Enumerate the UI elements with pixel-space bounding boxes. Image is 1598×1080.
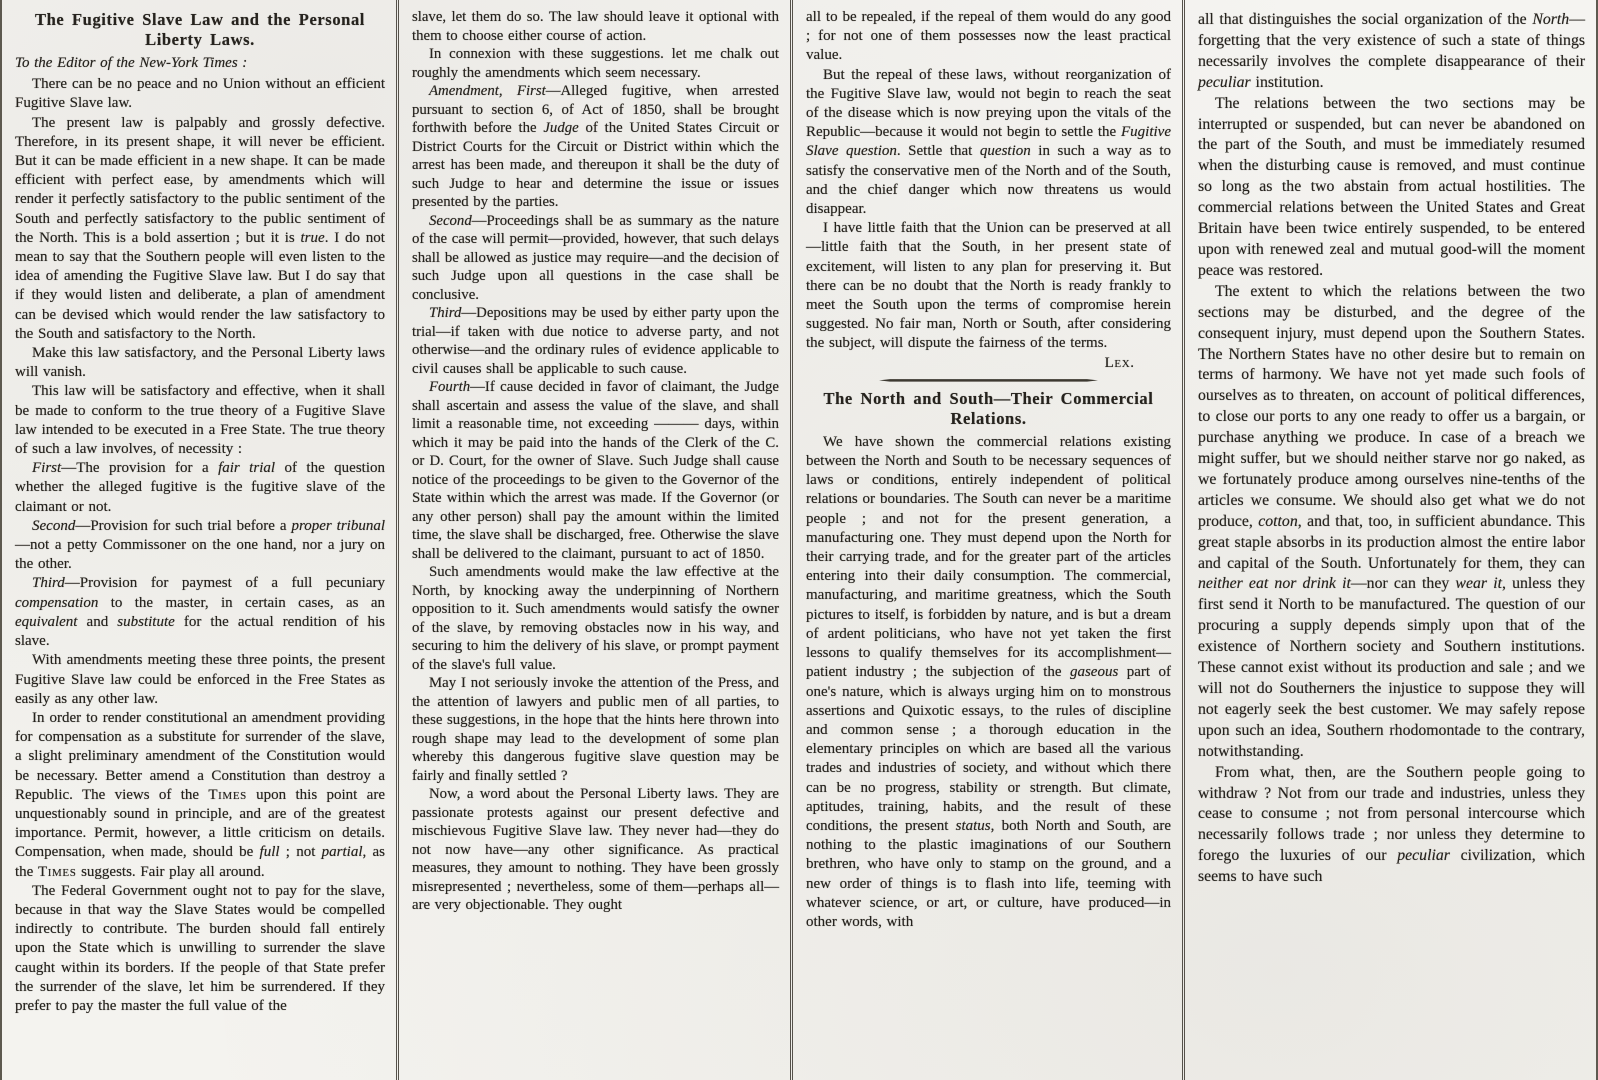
article-paragraph: There can be no peace and no Union without an efficient Fugitive Slave law. [15, 76, 385, 112]
article-paragraph: But the repeal of these laws, without reorganization of the Fugitive Slave law, would not begin to reach the seat of the disease which is now preying upon the vitals of the Republic—because it would not begin to settle the Fugitive Slave question. Settle that question in such a way as to satisfy the conservative men of the North and of the South, and the chief danger which now threatens us would disappear. [806, 66, 1171, 218]
article-paragraph: Now, a word about the Personal Liberty laws. They are passionate protests against our present defective and mischievous Fugitive Slave law. They never had—they do not now have—any other significance. As practical measures, they amount to nothing. They have been grossly misrepresented ; nevertheless, some of them—perhaps all—are very objectionable. They ought [412, 786, 779, 913]
article-paragraph: With amendments meeting these three points, the present Fugitive Slave law could be enforced in the Free States as easily as any other law. [15, 652, 385, 707]
article-paragraph: May I not seriously invoke the attention of the Press, and the attention of lawyers and public men of all parties, to these suggestions, in the hope that the hints here thrown into rough shape may lead to the development of some plan whereby this dangerous fugitive slave question may be fairly and finally settled ? [412, 675, 779, 784]
article-paragraph: From what, then, are the Southern people going to withdraw ? Not from our trade and industries, unless they cease to consume ; not from personal intercourse which necessarily follows trade ; nor unless they determine to forego the luxuries of our peculiar civilization, which seems to have such [1198, 763, 1585, 886]
article-paragraph-continued: slave, let them do so. The law should leave it optional with them to choose either course of action. [412, 9, 779, 44]
article-divider [879, 379, 1098, 382]
article-paragraph: Second—Proceedings shall be as summary as the nature of the case will permit—provided, however, that such delays shall be allowed as justice may require—and the decision of such Judge upon all questions in the case shall be conclusive. [412, 212, 779, 303]
article-paragraph: Amendment, First—Alleged fugitive, when arrested pursuant to section 6, of Act of 1850, shall be brought forthwith before the Judge of the United States Circuit or District Courts for the Circuit or District within which the arrest has been made, and thereupon it shall be the duty of such Judge to hear and determine the issue or issues presented by the parties. [412, 83, 779, 210]
article-paragraph: We have shown the commercial relations existing between the North and South to be necessary sequences of laws or conditions, entirely independent of political relations or boundaries. The South can never be a maritime people ; and not for the present generation, a manufacturing one. They must depend upon the North for their carrying trade, and for the greater part of the articles entering into their daily consumption. The commercial, manufacturing, and maritime greatness, which the South pictures to itself, is forbidden by nature, and is but a dream of ardent politicians, who have not yet taken the first lessons to qualify themselves for its accomplishment—patient industry ; the subjection of the gaseous part of one's nature, which is always urging him on to monstrous assertions and Quixotic essays, to the rules of discipline and common sense ; a thorough education in the elementary principles on which are based all the various trades and industries of society, and without which there can be no progress, stability or strength. But climate, aptitudes, training, habits, and the result of these conditions, the present status, both North and South, are nothing to the plastic imaginations of our Southern brethren, who have only to stamp on the ground, and a new order of things is to flash into life, teeming with whatever science, or art, or culture, have produced—in other words, with [806, 433, 1171, 930]
newspaper-column-3 [790, 0, 1182, 1080]
article-headline: The Fugitive Slave Law and the Personal Liberty Laws. [35, 10, 365, 49]
article-paragraph: Make this law satisfactory, and the Personal Liberty laws will vanish. [15, 345, 385, 381]
article-paragraph-continued: all to be repealed, if the repeal of them would do any good ; for not one of them possesses now the least practical value. [806, 9, 1171, 64]
article-paragraph: Third—Depositions may be used by either party upon the trial—if taken with due notice to adverse party, and not otherwise—and the ordinary rules of evidence applicable to civil causes shall be applicable to such cause. [412, 305, 779, 377]
article-paragraph: Third—Provision for paymest of a full pecuniary compensation to the master, in certain cases, as an equivalent and substitute for the actual rendition of his slave. [15, 575, 385, 650]
article-paragraph: Such amendments would make the law effective at the North, by knocking away the underpinning of Northern opposition to it. Such amendments would satisfy the owner of the slave, by removing obstacles now in his way, and securing to him the delivery of his slave, or prompt payment of the slave's full value. [412, 564, 779, 673]
article-byline: To the Editor of the New-York Times : [15, 55, 248, 71]
article-paragraph: The Federal Government ought not to pay for the slave, because in that way the Slave States would be compelled indirectly to contribute. The burden should fall entirely upon the State which is unwilling to surrender the slave caught within its borders. If the people of that State prefer the surrender of the slave, let him be surrendered. If they prefer to pay the master the full value of the [15, 882, 385, 1014]
article-paragraph: First—The provision for a fair trial of the question whether the alleged fugitive is the fugitive slave of the claimant or not. [15, 460, 385, 515]
article-paragraph: This law will be satisfactory and effective, when it shall be made to conform to the true theory of a Fugitive Slave law intended to be executed in a Free State. The true theory of such a law involves, of necessity : [15, 383, 385, 458]
article-paragraph: In connexion with these suggestions. let me chalk out roughly the amendments which seem necessary. [412, 46, 779, 81]
newspaper-column-1 [0, 0, 396, 1080]
article-paragraph: In order to render constitutional an amendment providing for compensation as a substitute for surrender of the slave, a slight preliminary amendment of the Constitution would be necessary. Better amend a Constitution than destroy a Republic. The views of the Times upon this point are unquestionably sound in principle, and are of the greatest importance. Permit, however, a little criticism on details. Compensation, when made, should be full ; not partial, as the Times suggests. Fair play all around. [15, 709, 385, 880]
article-paragraph: The present law is palpably and grossly defective. Therefore, in its present shape, it will never be efficient. But it can be made efficient in a new shape. It can be made efficient with perfect ease, by amendments which will render it perfectly satisfactory to the public sentiment of the South and perfectly satisfactory to the public sentiment of the North. This is a bold assertion ; but it is true. I do not mean to say that the Southern people will even listen to the idea of amending the Fugitive Slave law. But I do say that if they would listen and deliberate, a plan of amendment can be devised which would render the law satisfactory to the South and satisfactory to the North. [15, 114, 385, 342]
newspaper-column-4 [1182, 0, 1598, 1080]
article-signature: Lex. [1104, 354, 1135, 371]
article-headline: The North and South—Their Commercial Relations. [823, 388, 1154, 428]
article-paragraph-continued: all that distinguishes the social organization of the North—forgetting that the very existence of such a state of things necessarily involves the complete disappearance of their peculiar institution. [1198, 11, 1585, 91]
article-paragraph: Fourth—If cause decided in favor of claimant, the Judge shall ascertain and assess the value of the slave, and shall limit a reasonable time, not exceeding ——— days, within which it may be paid into the hands of the Clerk of the C. or D. Court, for the owner of Slave. Such Judge shall cause notice of the proceedings to be given to the Governor of the State within which the arrest was made. If the Governor (or any other person) shall pay the amount within the limited time, the slave shall be discharged, free. Otherwise the slave shall be delivered to the claimant, pursuant to act of 1850. [412, 379, 779, 562]
article-paragraph: The extent to which the relations between the two sections may be disturbed, and the degree of the consequent injury, must depend upon the Southern States. The Northern States have no other desire but to remain on terms of harmony. We have not yet made such fools of ourselves as to threaten, on account of political differences, to close our ports to any one ready to offer us a bargain, or purchase anything we produce. In case of a breach we might suffer, but we should neither starve nor go naked, as we fortunately produce among ourselves nine-tenths of the articles we consume. We should also get what we do not produce, cotton, and that, too, in sufficient abundance. This great staple absorbs in its production almost the entire labor and capital of the South. Unfortunately for them, they can neither eat nor drink it—nor can they wear it, unless they first send it North to be manufactured. The question of our procuring a supply depends simply upon that of the existence of Northern society and Southern institutions. These cannot exist without its production and sale ; and we will not do Southerners the injustice to suppose they will not eagerly seek the best customer. We may safely repose upon such an idea, Southern rhodomontade to the contrary, notwithstanding. [1198, 282, 1585, 760]
newspaper-column-2 [396, 0, 790, 1080]
article-paragraph: The relations between the two sections may be interrupted or suspended, but can never be abandoned on the part of the South, and must be immediately resumed when the disturbing cause is removed, and must continue so long as the two abstain from actual hostilities. The commercial relations between the United States and Great Britain have been twice entirely suspended, to be entered upon with renewed zeal and mutual good-will the moment peace was restored. [1198, 94, 1585, 279]
article-paragraph: Second—Provision for such trial before a proper tribunal—not a petty Commissoner on the one hand, nor a jury on the other. [15, 517, 385, 573]
article-paragraph: I have little faith that the Union can be preserved at all—little faith that the South, in her present state of excitement, will listen to any plan for preserving it. But there can be no doubt that the North is ready frankly to meet the South upon the terms of compromise herein suggested. No fair man, North or South, after considering the subject, will dispute the fairness of the terms. [806, 220, 1171, 352]
